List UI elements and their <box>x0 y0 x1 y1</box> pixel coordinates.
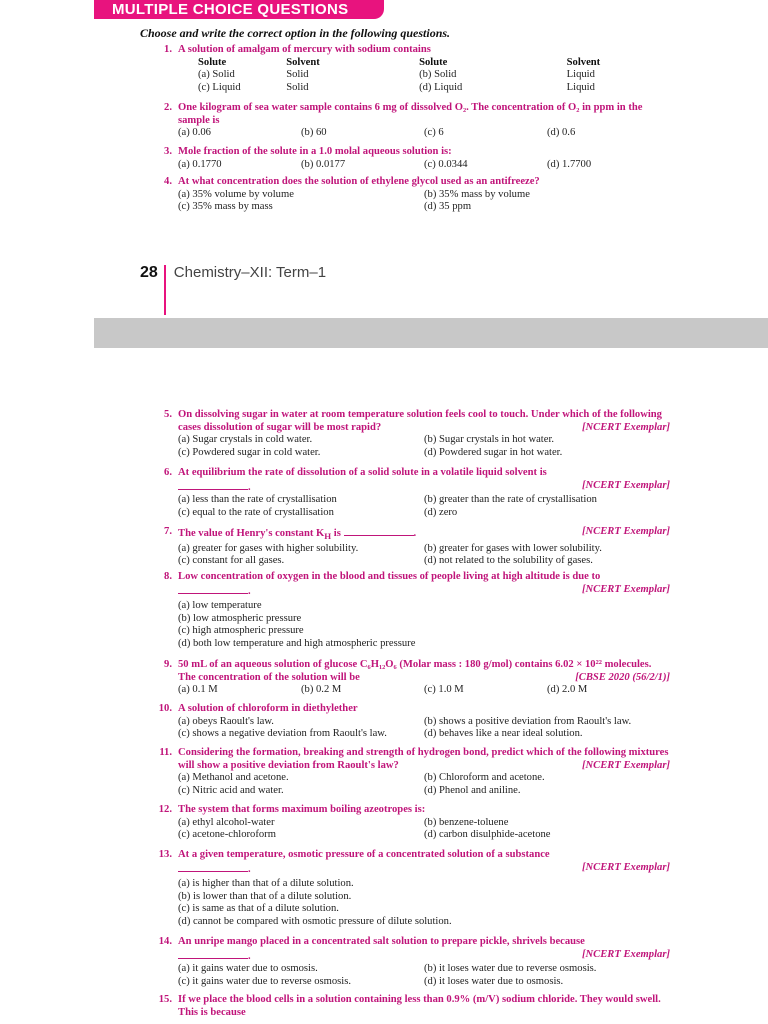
option: (d) 1.7700 <box>547 158 592 170</box>
question-15 <box>140 994 670 1019</box>
option: (d) 0.6 <box>547 127 576 139</box>
table-header: Solute <box>198 56 227 68</box>
source-tag: [CBSE 2020 (56/2/1)] <box>575 671 670 683</box>
table-cell: (d) Liquid <box>419 81 463 93</box>
question-3 <box>140 146 670 171</box>
option: (c) it gains water due to reverse osmosis. <box>178 975 351 987</box>
table-header: Solvent <box>566 56 601 68</box>
option: (d) Phenol and aniline. <box>424 784 521 796</box>
answer-blank <box>344 526 414 536</box>
option: (a) greater for gases with higher solubility. <box>178 542 359 554</box>
option: (d) zero <box>424 506 458 518</box>
question-text: Low concentration of oxygen in the blood and tissues of people living at high altitude is due to <box>178 571 601 582</box>
source-tag: [NCERT Exemplar] <box>582 759 670 771</box>
question-text: One kilogram of sea water sample contains 6 mg of dissolved O₂. The concentration of O₂ in ppm in the sample is <box>178 102 643 126</box>
option: (b) is lower than that of a dilute solution. <box>178 890 352 902</box>
option: (d) both low temperature and high atmospheric pressure <box>178 637 416 649</box>
question-9 <box>140 659 670 697</box>
option: (c) is same as that of a dilute solution. <box>178 903 339 915</box>
option: (c) 1.0 M <box>424 684 464 696</box>
question-text: The value of Henry's constant K <box>178 528 325 539</box>
source-tag: [NCERT Exemplar] <box>582 861 670 873</box>
question-12 <box>140 804 670 842</box>
question-text: Mole fraction of the solute in a 1.0 molal aqueous solution is: <box>178 146 452 157</box>
source-tag: [NCERT Exemplar] <box>582 479 670 491</box>
question-text: If we place the blood cells in a solution containing less than 0.9% (m/V) sodium chloride. They would swell. This is because <box>178 994 661 1018</box>
option: (a) 0.06 <box>178 127 211 139</box>
page-footer <box>140 264 326 315</box>
option: (a) low temperature <box>178 600 262 612</box>
option: (c) Nitric acid and water. <box>178 784 284 796</box>
source-tag: [NCERT Exemplar] <box>582 421 670 433</box>
option: (a) it gains water due to osmosis. <box>178 963 318 975</box>
option: (a) ethyl alcohol-water <box>178 816 275 828</box>
option: (a) Sugar crystals in cold water. <box>178 434 313 446</box>
question-number: 5. <box>164 409 172 420</box>
question-number: 4. <box>164 176 172 187</box>
option: (a) is higher than that of a dilute solution. <box>178 878 354 890</box>
page-break-band <box>94 318 768 348</box>
question-7: 7. The value of Henry's constant $K_H$ is . [NCERT Exemplar] (a) greater for gases with higher solubility. (b) greater for gases with lower solubility. (c) constant for all gases. (d) not related to the solubility of gases. <box>140 526 670 568</box>
page-number: 28 <box>140 264 158 281</box>
option: (d) not related to the solubility of gases. <box>424 555 593 567</box>
option: (d) 35 ppm <box>424 201 472 213</box>
source-tag: [NCERT Exemplar] <box>582 526 670 537</box>
table-cell: Solid <box>286 81 309 93</box>
question-13: 13. At a given temperature, osmotic pressure of a concentrated solution of a substance . [NCERT Exemplar] (a) is higher than that of a dilute solution. (b) is lower than that of a dilute solution. (c) is same as that of a dilute solution. (d) cannot be compared with osmotic pressure of dilute solution. <box>140 849 670 929</box>
question-number: 8. <box>164 571 172 582</box>
answer-blank <box>178 862 248 872</box>
option: (b) Chloroform and acetone. <box>424 772 545 784</box>
section-banner: MULTIPLE CHOICE QUESTIONS <box>94 0 384 19</box>
question-text: An unripe mango placed in a concentrated salt solution to prepare pickle, shrivels because <box>178 936 585 947</box>
option: (a) obeys Raoult's law. <box>178 715 274 727</box>
source-tag: [NCERT Exemplar] <box>582 948 670 960</box>
question-14: 14. An unripe mango placed in a concentrated salt solution to prepare pickle, shrivels because . [NCERT Exemplar] (a) it gains water due to osmosis. (b) it loses water due to reverse osmosis. (c) it gains water due to reverse osmosis. (d) it loses water due to osmosis. <box>140 936 670 988</box>
option: (a) Methanol and acetone. <box>178 772 289 784</box>
option: (b) 0.0177 <box>301 158 346 170</box>
question-number: 15. <box>158 994 172 1005</box>
option: (c) equal to the rate of crystallisation <box>178 506 334 518</box>
instruction-text: Choose and write the correct option in the following questions. <box>140 26 451 40</box>
question-text: Considering the formation, breaking and strength of hydrogen bond, predict which of the following mixtures will show a positive deviation from Raoult's law? <box>178 747 669 771</box>
table-header: Solute <box>419 56 448 68</box>
question-text: At equilibrium the rate of dissolution of a solid solute in a volatile liquid solvent is <box>178 467 547 478</box>
answer-blank <box>178 480 248 490</box>
question-5 <box>140 409 670 459</box>
question-number: 10. <box>158 703 172 714</box>
option: (d) cannot be compared with osmotic pressure of dilute solution. <box>178 915 452 927</box>
option: (d) carbon disulphide-acetone <box>424 829 551 841</box>
question-number: 1. <box>164 44 172 55</box>
option: (b) greater than the rate of crystallisation <box>424 494 597 506</box>
question-text: At what concentration does the solution of ethylene glycol used as an antifreeze? <box>178 176 540 187</box>
question-text: A solution of chloroform in diethylether <box>178 703 358 714</box>
question-text: At a given temperature, osmotic pressure of a concentrated solution of a substance <box>178 849 550 860</box>
option: (c) high atmospheric pressure <box>178 625 304 637</box>
question-number: 3. <box>164 146 172 157</box>
subscript: H <box>324 531 332 542</box>
option: (b) low atmospheric pressure <box>178 612 302 624</box>
option: (b) 60 <box>301 127 327 139</box>
table-cell: Solid <box>286 69 309 81</box>
answer-table <box>178 57 670 95</box>
option: (a) less than the rate of crystallisation <box>178 494 337 506</box>
table-cell: (a) Solid <box>198 69 235 81</box>
question-text: A solution of amalgam of mercury with sodium contains <box>178 44 431 55</box>
option: (c) 6 <box>424 127 444 139</box>
option: (d) 2.0 M <box>547 684 588 696</box>
question-number: 2. <box>164 102 172 113</box>
question-11 <box>140 747 670 797</box>
question-8: 8. Low concentration of oxygen in the blood and tissues of people living at high altitude is due to . [NCERT Exemplar] (a) low temperature (b) low atmospheric pressure (c) high atmospheric pressure (d) both low temperature and high atmospheric pressure <box>140 571 670 651</box>
question-number: 14. <box>158 936 172 947</box>
table-cell: Liquid <box>566 81 595 93</box>
option: (c) 0.0344 <box>424 158 468 170</box>
option: (d) it loses water due to osmosis. <box>424 975 564 987</box>
question-6: 6. At equilibrium the rate of dissolution of a solid solute in a volatile liquid solvent is . [NCERT Exemplar] (a) less than the rate of crystallisation (b) greater than the rate of crystallisation (c) equal to the rate of crystallisation (d) zero <box>140 467 670 519</box>
table-cell: (b) Solid <box>419 69 457 81</box>
table-header: Solvent <box>286 56 320 68</box>
option: (b) Sugar crystals in hot water. <box>424 434 555 446</box>
source-tag: [NCERT Exemplar] <box>582 583 670 595</box>
option: (a) 35% volume by volume <box>178 188 294 200</box>
question-number: 6. <box>164 467 172 478</box>
question-number: 11. <box>159 747 172 758</box>
option: (c) Powdered sugar in cold water. <box>178 446 321 458</box>
question-4 <box>140 176 670 214</box>
table-cell: (c) Liquid <box>198 81 241 93</box>
question-number: 9. <box>164 659 172 670</box>
option: (d) behaves like a near ideal solution. <box>424 728 583 740</box>
option: (a) 0.1 M <box>178 684 218 696</box>
table-cell: Liquid <box>566 69 595 81</box>
option: (b) it loses water due to reverse osmosis. <box>424 963 597 975</box>
question-text: On dissolving sugar in water at room temperature solution feels cool to touch. Under which of the following cases dissolution of sugar will be most rapid? <box>178 409 662 433</box>
question-2 <box>140 102 670 140</box>
option: (b) benzene-toluene <box>424 816 509 828</box>
book-title: Chemistry–XII: Term–1 <box>173 264 327 281</box>
option: (c) 35% mass by mass <box>178 201 273 213</box>
answer-blank <box>178 949 248 959</box>
answer-blank <box>178 584 248 594</box>
footer-divider <box>164 265 166 315</box>
option: (a) 0.1770 <box>178 158 222 170</box>
option: (c) shows a negative deviation from Raoult's law. <box>178 728 387 740</box>
question-1 <box>140 44 670 94</box>
question-10 <box>140 703 670 741</box>
question-text: The system that forms maximum boiling azeotropes is: <box>178 804 426 815</box>
question-text: 50 mL of an aqueous solution of glucose C₆H₁₂O₆ (Molar mass : 180 g/mol) contains 6.02 × 10²² molecules. The concentration of the solution will be <box>178 659 652 683</box>
question-number: 12. <box>158 804 172 815</box>
option: (c) constant for all gases. <box>178 555 285 567</box>
question-number: 13. <box>158 849 172 860</box>
option: (d) Powdered sugar in hot water. <box>424 446 563 458</box>
option: (b) shows a positive deviation from Raoult's law. <box>424 715 632 727</box>
option: (b) 0.2 M <box>301 684 342 696</box>
option: (b) greater for gases with lower solubility. <box>424 542 602 554</box>
question-number: 7. <box>164 526 172 537</box>
question-text: is <box>331 528 341 539</box>
option: (b) 35% mass by volume <box>424 188 530 200</box>
option: (c) acetone-chloroform <box>178 829 276 841</box>
